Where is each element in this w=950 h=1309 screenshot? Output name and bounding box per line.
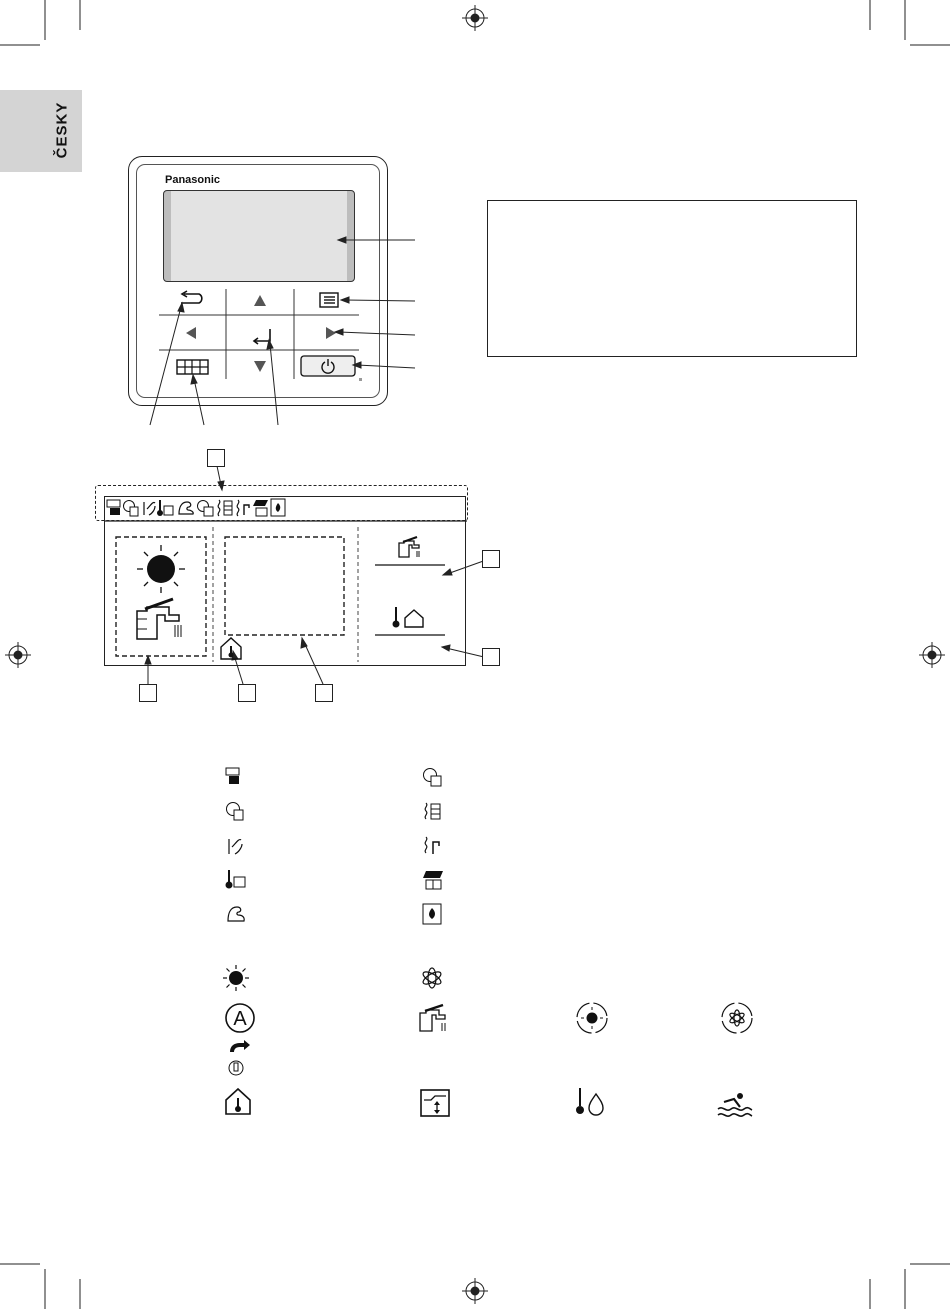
boiler-icon xyxy=(423,904,441,924)
force-heater-icon xyxy=(229,1040,250,1075)
holiday-icon xyxy=(227,803,244,821)
room-thermostat-icon xyxy=(226,870,246,889)
auto-icon xyxy=(226,1004,254,1032)
external-control-icon xyxy=(424,769,442,787)
cool-icon xyxy=(421,968,442,988)
heat-icon xyxy=(223,965,249,991)
tank-heater-icon xyxy=(425,837,439,854)
buffer-tank-icon xyxy=(421,1090,449,1116)
weekly-timer-icon xyxy=(226,768,239,784)
language-label: ČESKY xyxy=(53,101,71,159)
heater-icon xyxy=(425,803,440,819)
tank-icon xyxy=(420,1005,445,1031)
quiet-icon xyxy=(229,839,242,854)
pool-icon xyxy=(718,1093,752,1116)
auto-heat-icon xyxy=(577,1003,607,1033)
water-temperature-icon xyxy=(576,1088,603,1115)
room-icon xyxy=(226,1089,250,1114)
svg-text:A: A xyxy=(233,1008,247,1030)
solar-icon xyxy=(423,871,443,889)
powerful-icon xyxy=(228,907,244,921)
auto-cool-icon xyxy=(722,1003,752,1033)
brand-logo: Panasonic xyxy=(165,174,221,186)
